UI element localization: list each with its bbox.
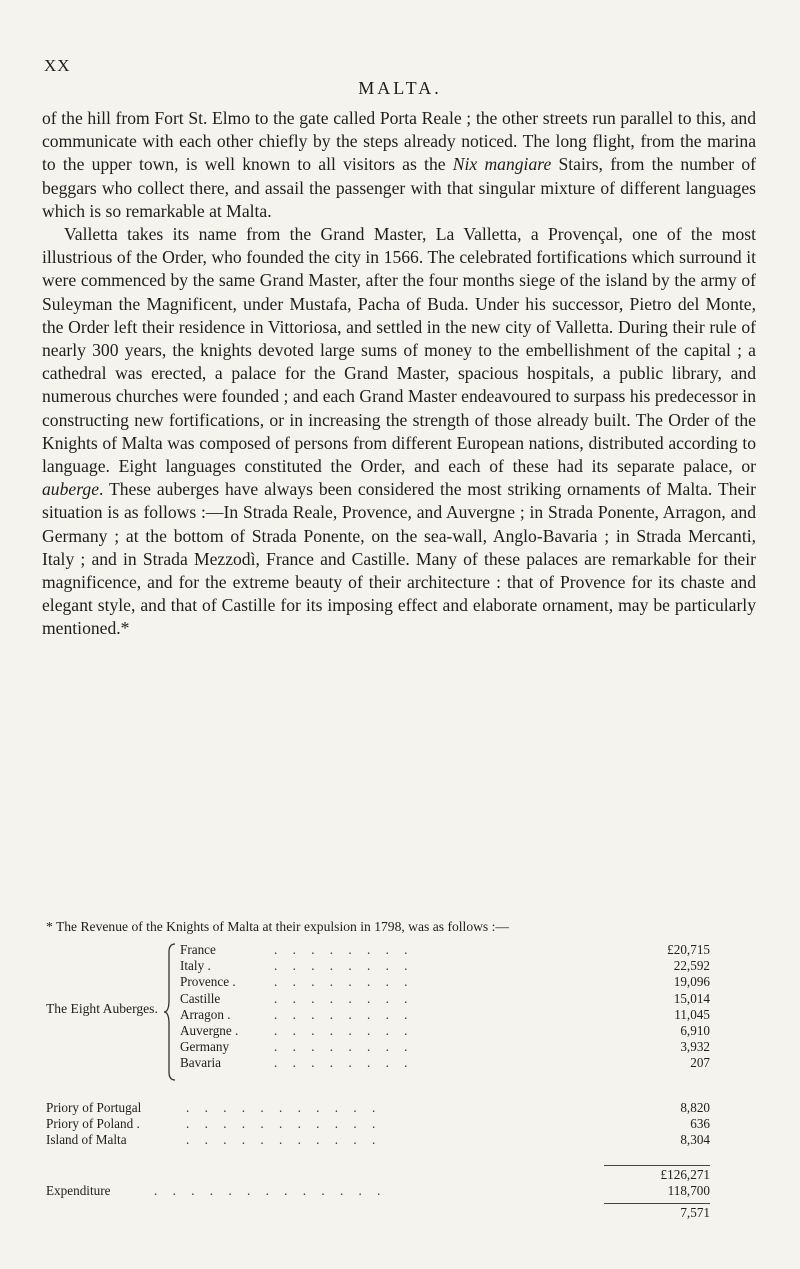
- leader-dots: . . . . . . . .: [274, 974, 414, 990]
- revenue-amount: 3,932: [680, 1039, 710, 1055]
- sum-rule: [604, 1165, 710, 1166]
- italic-term-nix-mangiare: Nix mangiare: [452, 154, 552, 175]
- revenue-amount: £20,715: [667, 942, 710, 957]
- revenue-source-label: Arragon .: [180, 1006, 231, 1022]
- balance-row: [180, 1205, 720, 1221]
- revenue-amount: 22,592: [673, 958, 710, 974]
- revenue-source-label: Germany: [180, 1039, 230, 1055]
- expenditure-row: [46, 1183, 720, 1199]
- revenue-row: [180, 1023, 720, 1039]
- revenue-row: [180, 1039, 720, 1055]
- leader-dots: . . . . . . . . . . .: [186, 1100, 382, 1115]
- revenue-row: [180, 991, 720, 1007]
- revenue-source-label: Auvergne .: [180, 1023, 239, 1038]
- revenue-amount: 8,304: [680, 1132, 710, 1148]
- revenue-source-label: France: [180, 942, 216, 957]
- revenue-amount: 15,014: [673, 990, 710, 1006]
- running-title: MALTA.: [358, 78, 442, 98]
- total-row: [180, 1167, 720, 1183]
- leader-dots: . . . . . . . .: [274, 1006, 414, 1022]
- revenue-source-label: Island of Malta: [46, 1132, 127, 1148]
- leader-dots: . . . . . . . .: [274, 990, 414, 1006]
- revenue-amount: 636: [690, 1116, 710, 1132]
- paragraph-valletta-history: Valletta takes its name from the Grand Master, La Valletta, a Provençal, one of the most illustrious of the Order, who founded the city in 1566. The celebrated fortifications which surround it were commenced by the same Grand Master, after the four months siege of the island by the army of Suleyman the Magnificent, under Mustafa, Pacha of Buda. Under his successor, Pietro del Monte, the Order left their residence in Vittoriosa, and settled in the new city of Valletta. During their rule of nearly 300 years, the knights devoted large sums of money to the embellishment of the capital ; a cathedral was erected, a palace for the Grand Master, spacious hospitals, a public library, and numerous churches were founded ; and each Grand Master endeavoured to surpass his predecessor in constructing new fortifications, or in increasing the strength of those already built. The Order of the Knights of Malta was composed of persons from different European nations, distributed according to language. Eight languages constituted the Order, and each of these had its separate palace, or auberge. These auberges have always been considered the most striking ornaments of Malta. Their situation is as follows :—In Strada Reale, Provence, and Auvergne ; in Strada Ponente, Arragon, and Germany ; at the bottom of Strada Ponente, on the sea-wall, Anglo-Bavaria ; in Strada Mercanti, Italy ; and in Strada Mezzodì, France and Castille. Many of these palaces are remarkable for their magnificence, and for the extreme beauty of their architecture : that of Provence for its chaste and elegant style, and that of Castille for its imposing effect and elaborate ornament, may be particularly mentioned.*: [42, 224, 756, 639]
- leader-dots: . . . . . . . . . . .: [186, 1116, 382, 1132]
- revenue-amount: 8,820: [680, 1100, 710, 1115]
- revenue-row: [46, 1100, 720, 1116]
- leader-dots: . . . . . . . .: [274, 958, 414, 974]
- paragraph-streets: of the hill from Fort St. Elmo to the gate called Porta Reale ; the other streets run parallel to this, and communicate with each other chiefly by the steps already noticed. The long flight, from the marina to the upper town, is well known to all visitors as the Nix mangiare Stairs, from the number of beggars who collect there, and assail the passenger with that singular mixture of different languages which is so remarkable at Malta.: [42, 108, 756, 221]
- revenue-source-label: Italy .: [180, 958, 211, 974]
- revenue-source-label: Priory of Poland .: [46, 1116, 140, 1132]
- leader-dots: . . . . . . . .: [274, 942, 414, 957]
- revenue-source-label: Castille: [180, 990, 221, 1006]
- revenue-row: [180, 974, 720, 990]
- footnote-intro: * The Revenue of the Knights of Malta at their expulsion in 1798, was as follows :—: [46, 919, 509, 934]
- revenue-row: [180, 1007, 720, 1023]
- difference-rule: [604, 1203, 710, 1204]
- total-amount: £126,271: [660, 1167, 710, 1182]
- revenue-amount: 19,096: [673, 974, 710, 990]
- revenue-row: [46, 1116, 720, 1132]
- revenue-row: [180, 958, 720, 974]
- page-number: XX: [44, 56, 71, 75]
- revenue-amount: 6,910: [680, 1023, 710, 1038]
- expenditure-amount: 118,700: [667, 1183, 710, 1198]
- revenue-source-label: Priory of Portugal: [46, 1100, 142, 1115]
- leader-dots: . . . . . . . .: [274, 1039, 414, 1055]
- leader-dots: . . . . . . . . . . .: [186, 1132, 382, 1148]
- leader-dots: . . . . . . . . . . . . .: [154, 1183, 387, 1198]
- expenditure-label: Expenditure: [46, 1183, 111, 1198]
- revenue-row: [180, 942, 720, 958]
- curly-brace-icon: [163, 942, 177, 1082]
- leader-dots: . . . . . . . .: [274, 1055, 414, 1071]
- italic-term-auberge: auberge: [42, 479, 99, 500]
- revenue-amount: 11,045: [674, 1006, 710, 1022]
- revenue-row: [180, 1055, 720, 1071]
- revenue-amount: 207: [690, 1055, 710, 1071]
- balance-amount: 7,571: [680, 1205, 710, 1220]
- revenue-row: [46, 1132, 720, 1148]
- revenue-source-label: Bavaria: [180, 1055, 222, 1071]
- revenue-source-label: Provence .: [180, 974, 236, 990]
- auberges-group-label: The Eight Auberges.: [46, 1001, 158, 1016]
- body-text: [42, 107, 756, 641]
- leader-dots: . . . . . . . .: [274, 1023, 414, 1038]
